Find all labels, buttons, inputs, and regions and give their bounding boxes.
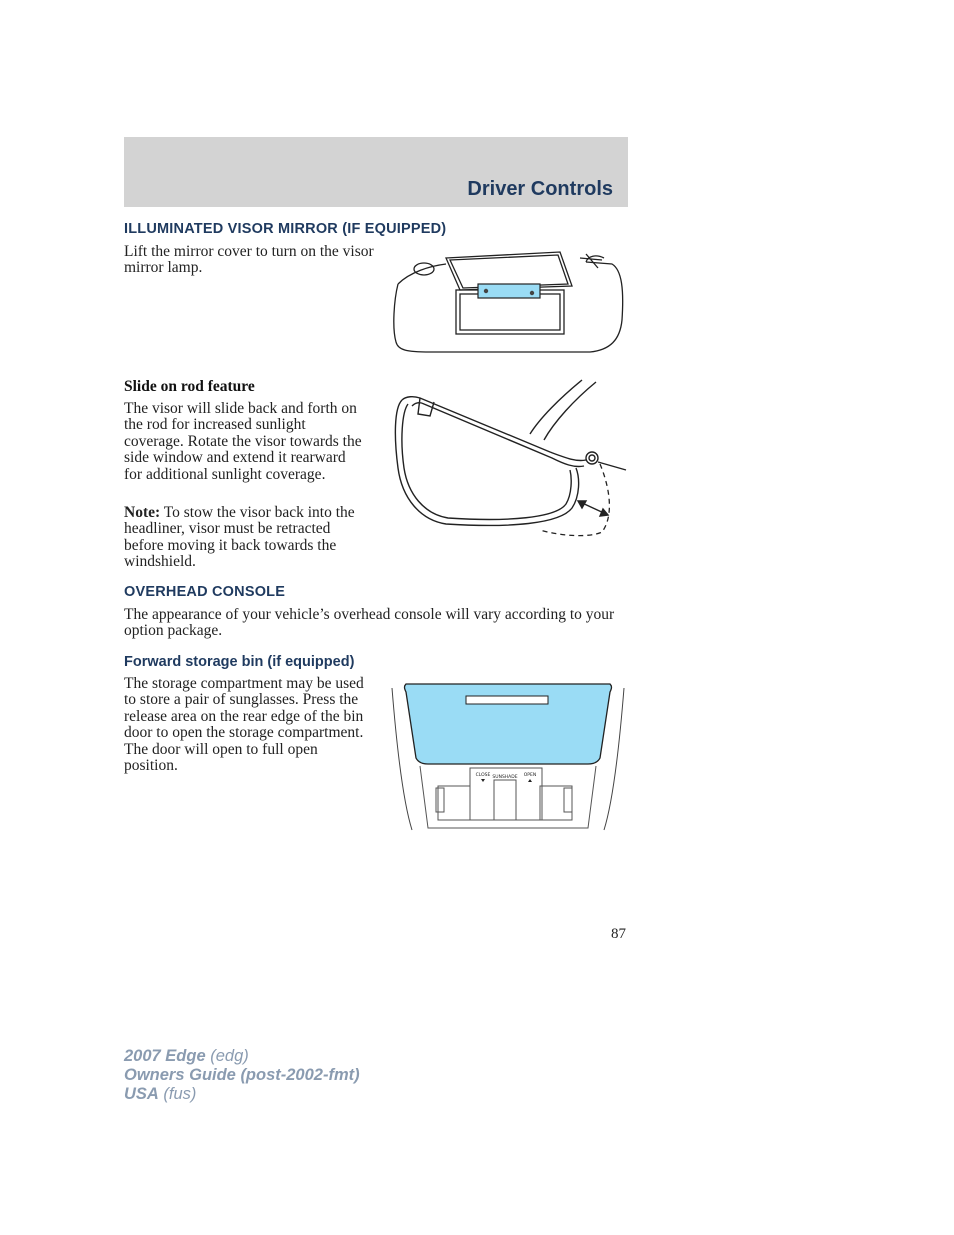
close-label: CLOSE: [475, 773, 491, 778]
slide-rod-heading: Slide on rod feature: [124, 378, 255, 395]
note-text: To stow the visor back into the headliner, visor must be retracted before moving it back towards the windshield.: [124, 504, 355, 571]
sunshade-label: SUNSHADE: [492, 775, 518, 780]
slide-rod-note: [124, 505, 366, 571]
slide-rod-text: The visor will slide back and forth on the rod for increased sunlight coverage. Rotate the visor towards the side window and extend it rearward for additional sunlight coverage.: [124, 400, 362, 483]
footer: [124, 1047, 360, 1104]
footer-line-1: 2007 Edge (edg): [124, 1047, 249, 1065]
footer-line-2: Owners Guide (post-2002-fmt): [124, 1066, 360, 1084]
overhead-console-illustration: [388, 678, 628, 838]
visor-mirror-illustration: [390, 250, 628, 356]
section-title: Driver Controls: [467, 178, 613, 200]
page-number: 87: [611, 926, 626, 942]
open-label: OPEN: [523, 773, 537, 778]
footer-line-3: USA (fus): [124, 1085, 197, 1103]
visor-mirror-text: Lift the mirror cover to turn on the visor mirror lamp.: [124, 243, 374, 277]
header-band: [124, 137, 628, 207]
visor-slide-illustration: [390, 378, 628, 538]
overhead-console-heading: OVERHEAD CONSOLE: [124, 584, 286, 600]
visor-mirror-heading: ILLUMINATED VISOR MIRROR (IF EQUIPPED): [124, 221, 447, 237]
storage-bin-heading: Forward storage bin (if equipped): [124, 654, 355, 670]
overhead-console-text: The appearance of your vehicle’s overhead console will vary according to your option package.: [124, 606, 615, 640]
storage-bin-text: The storage compartment may be used to store a pair of sunglasses. Press the release area on the rear edge of the bin door to open the storage compartment. The door will open to full open position.: [124, 675, 364, 775]
note-label: Note:: [124, 504, 161, 521]
